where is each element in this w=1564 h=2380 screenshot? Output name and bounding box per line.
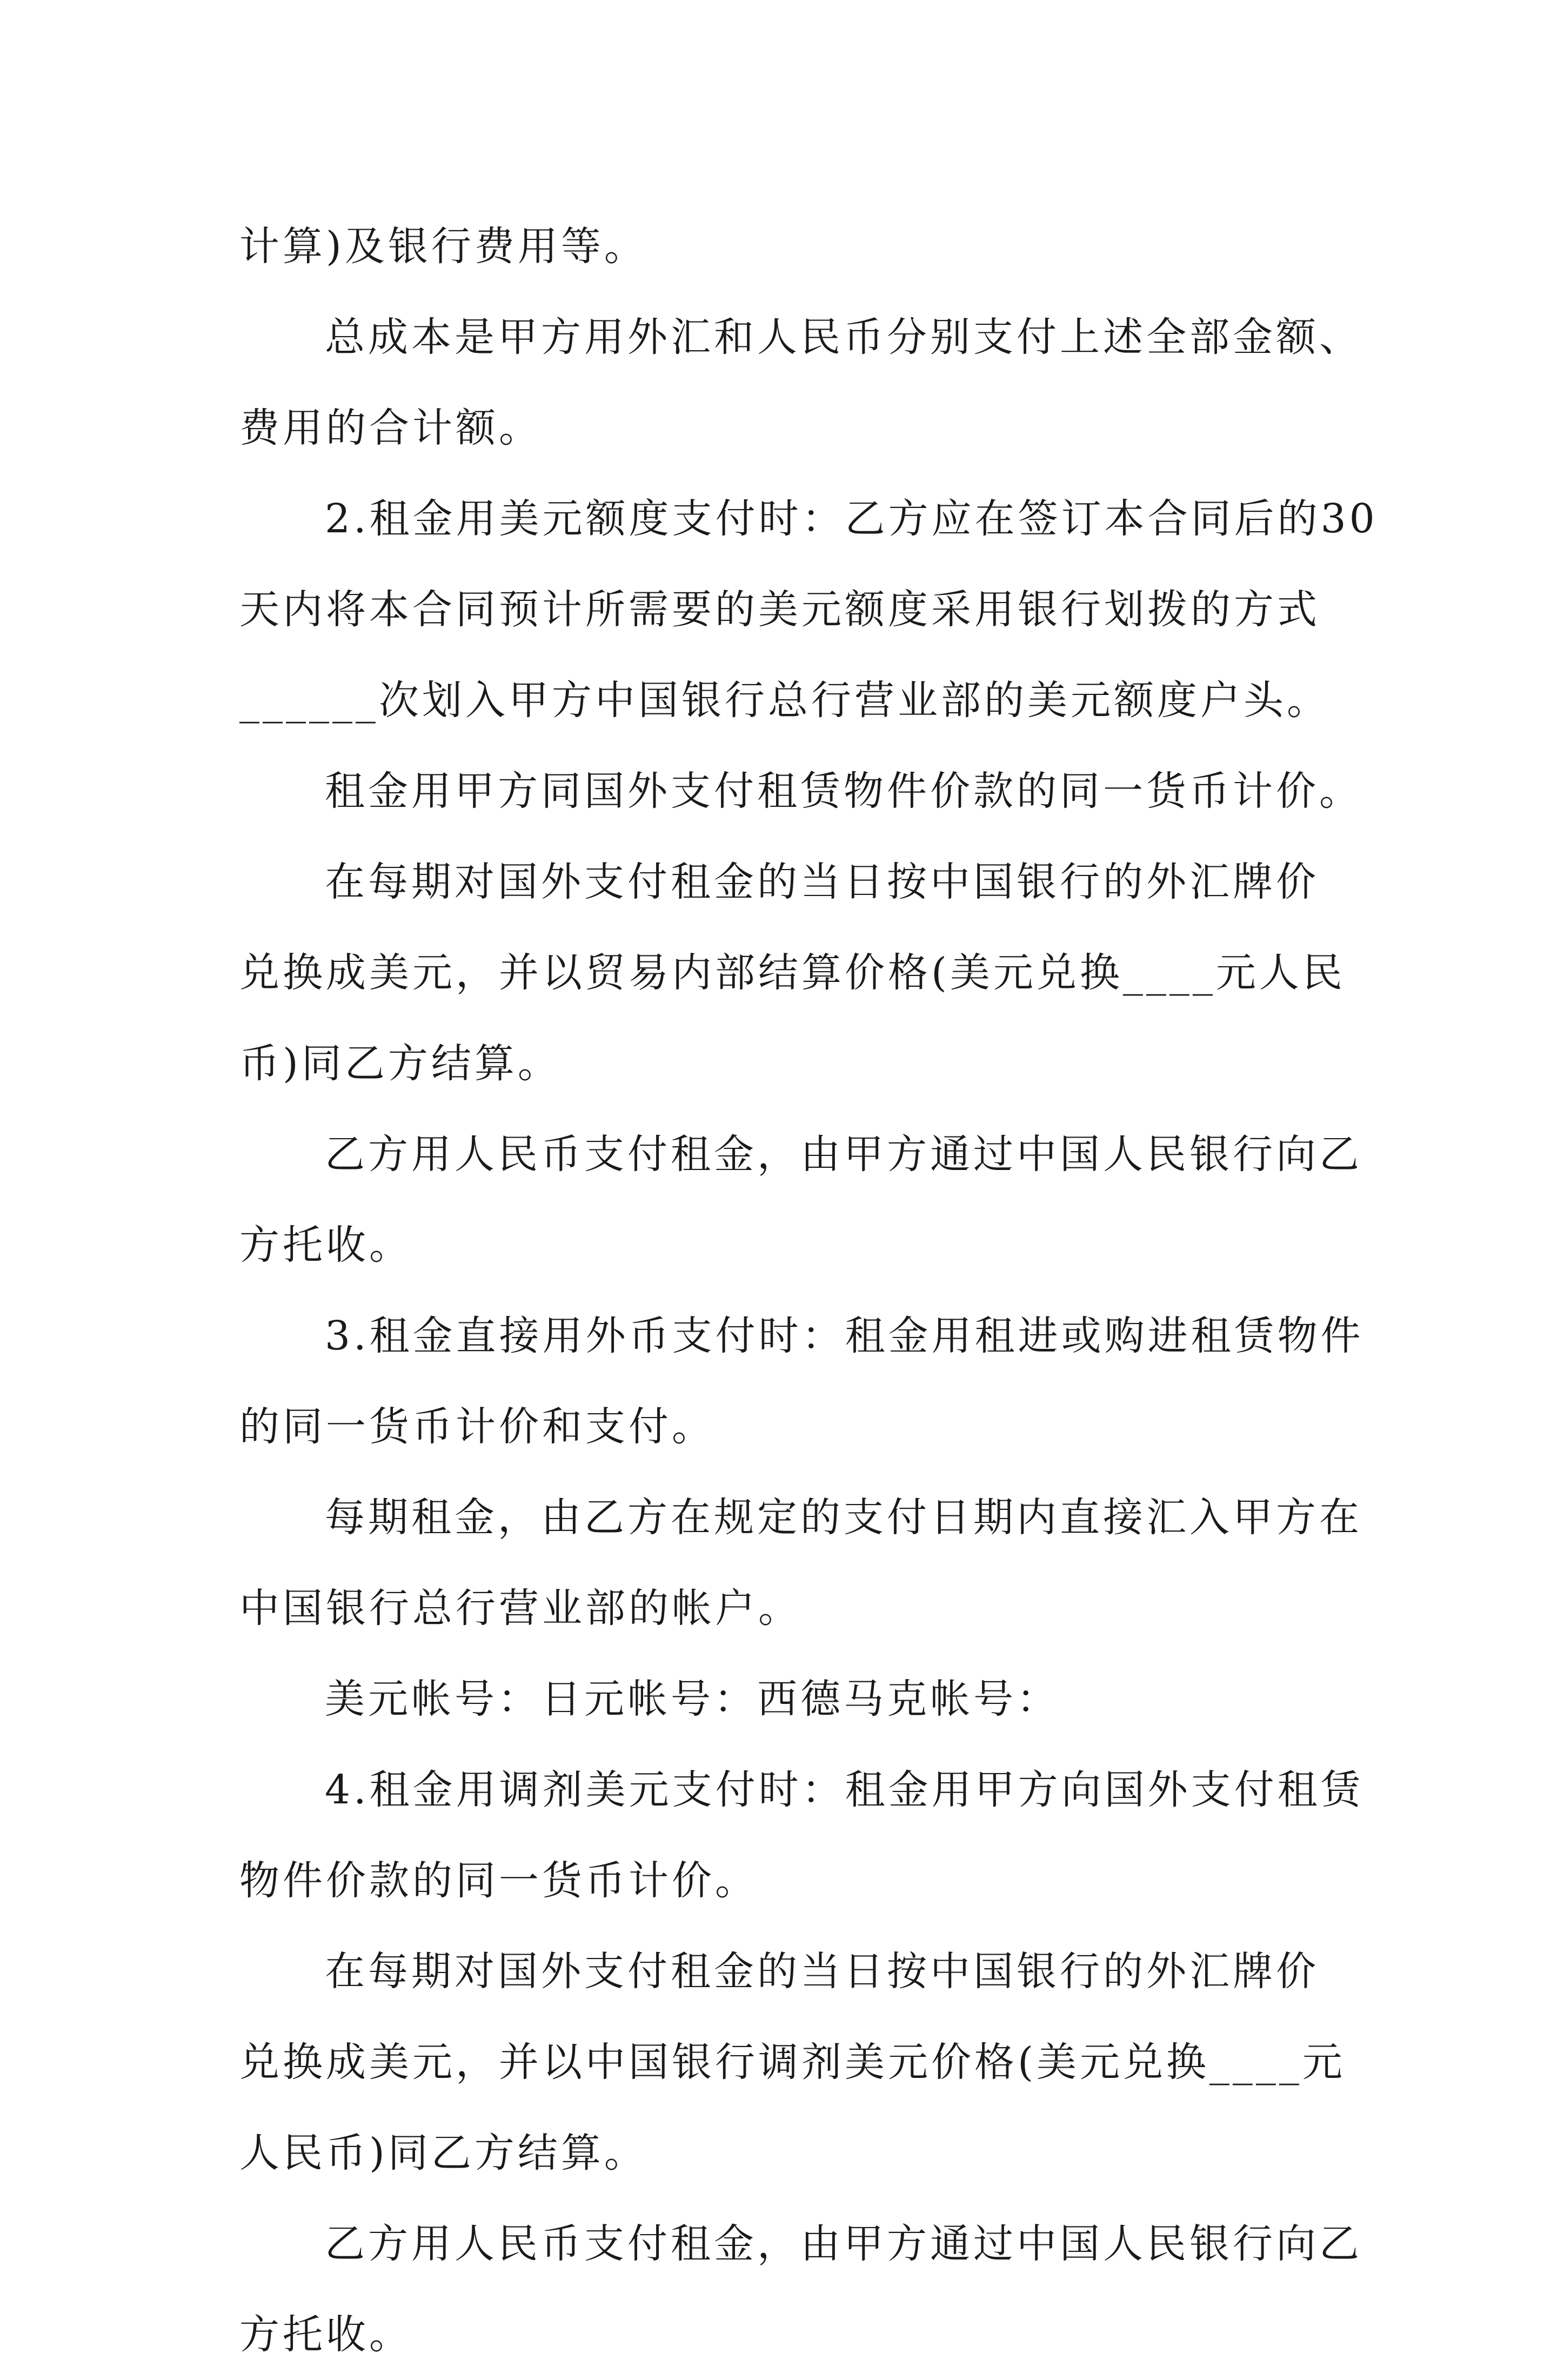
text-line: 乙方用人民币支付租金，由甲方通过中国人民银行向乙 bbox=[325, 1131, 1362, 1178]
text-line: ______次划入甲方中国银行总行营业部的美元额度户头。 bbox=[239, 677, 1330, 724]
paragraph-9 bbox=[239, 1654, 1331, 1744]
text-line: 兑换成美元，并以贸易内部结算价格(美元兑换____元人民 bbox=[239, 950, 1346, 996]
text-line: 美元帐号：日元帐号：西德马克帐号： bbox=[325, 1676, 1060, 1722]
text-line: 在每期对国外支付租金的当日按中国银行的外汇牌价 bbox=[325, 859, 1319, 905]
text-line: 中国银行总行营业部的帐户。 bbox=[239, 1585, 801, 1632]
paragraph-10 bbox=[239, 1744, 1364, 1926]
paragraph-8 bbox=[239, 1472, 1362, 1654]
paragraph-2 bbox=[239, 292, 1362, 473]
text-line: 乙方用人民币支付租金，由甲方通过中国人民银行向乙 bbox=[325, 2221, 1362, 2267]
paragraph-4 bbox=[239, 746, 1362, 837]
text-line: 租金用甲方同国外支付租赁物件价款的同一货币计价。 bbox=[325, 768, 1362, 814]
paragraph-1 bbox=[239, 201, 1331, 292]
document-body bbox=[239, 201, 1378, 2380]
paragraph-5 bbox=[239, 837, 1346, 1109]
text-line: 每期租金，由乙方在规定的支付日期内直接汇入甲方在 bbox=[325, 1494, 1362, 1541]
paragraph-12 bbox=[239, 2198, 1362, 2380]
text-line: 总成本是甲方用外汇和人民币分别支付上述全部金额、 bbox=[325, 314, 1362, 360]
text-line: 人民币)同乙方结算。 bbox=[239, 2130, 647, 2176]
text-line: 3.租金直接用外币支付时：租金用租进或购进租赁物件 bbox=[325, 1313, 1364, 1359]
text-line: 4.租金用调剂美元支付时：租金用甲方向国外支付租赁 bbox=[325, 1767, 1364, 1813]
text-line: 方托收。 bbox=[239, 2311, 412, 2358]
paragraph-6 bbox=[239, 1109, 1362, 1291]
text-line: 的同一货币计价和支付。 bbox=[239, 1403, 715, 1450]
text-line: 天内将本合同预计所需要的美元额度采用银行划拨的方式 bbox=[239, 586, 1320, 633]
text-line: 在每期对国外支付租金的当日按中国银行的外汇牌价 bbox=[325, 1948, 1319, 1995]
text-line: 兑换成美元，并以中国银行调剂美元价格(美元兑换____元 bbox=[239, 2039, 1346, 2085]
text-line: 费用的合计额。 bbox=[239, 405, 542, 451]
text-line: 计算)及银行费用等。 bbox=[239, 223, 647, 270]
text-line: 方托收。 bbox=[239, 1222, 412, 1268]
paragraph-11 bbox=[239, 1926, 1346, 2198]
text-line: 2.租金用美元额度支付时：乙方应在签订本合同后的30 bbox=[325, 496, 1378, 542]
text-line: 币)同乙方结算。 bbox=[239, 1040, 561, 1087]
paragraph-3 bbox=[239, 473, 1378, 746]
text-line: 物件价款的同一货币计价。 bbox=[239, 1857, 758, 1904]
paragraph-7 bbox=[239, 1291, 1364, 1472]
